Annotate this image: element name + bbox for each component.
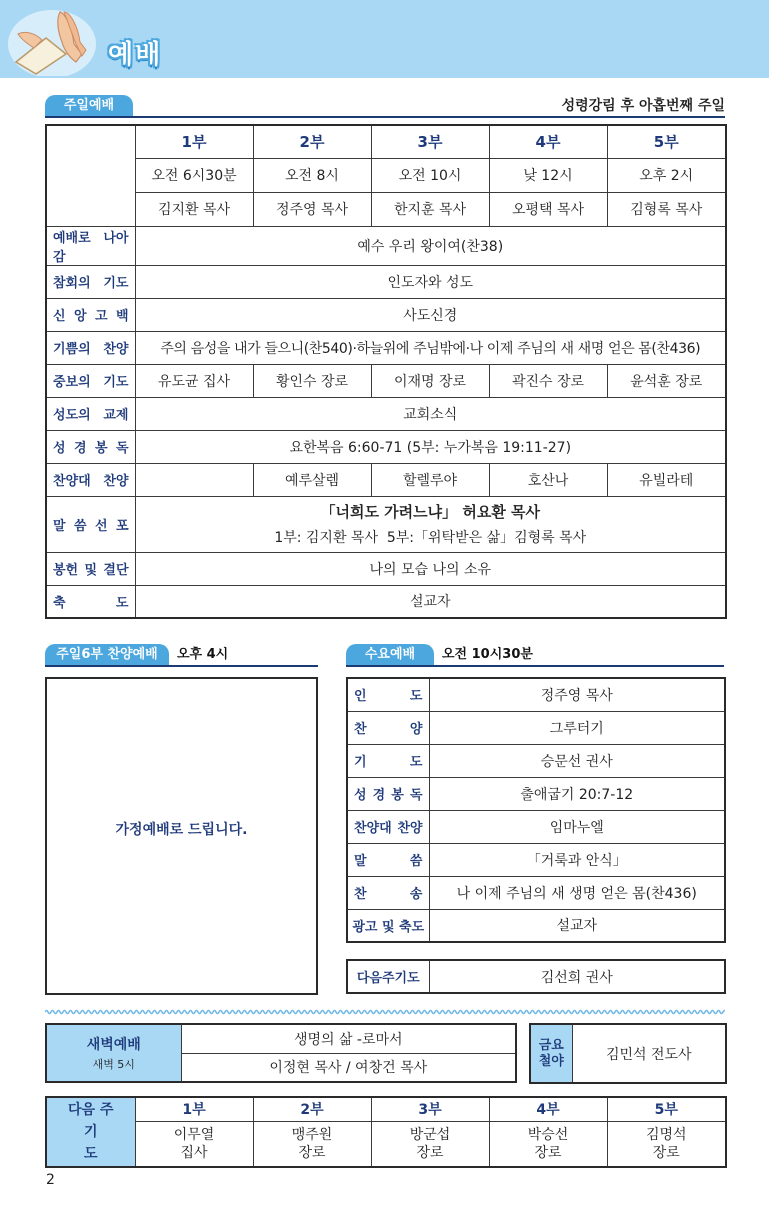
choir-song: 유빌라테 [607, 463, 726, 496]
row-label: 기 도 [347, 744, 429, 777]
service-time: 낮 12시 [489, 158, 607, 192]
row-value: 출애굽기 20:7-12 [429, 777, 725, 810]
row-value: 그루터기 [429, 711, 725, 744]
fellowship-value: 교회소식 [135, 397, 726, 430]
prayer-part-header: 4부 [489, 1097, 607, 1121]
row-value: 승문선 권사 [429, 744, 725, 777]
part-header: 2부 [253, 125, 371, 158]
row-label: 예배로 나아감 [46, 226, 135, 265]
wednesday-service-time: 오전 10시30분 [442, 647, 533, 662]
dawn-service-time: 새벽 5시 [92, 1058, 135, 1071]
row-label: 찬양대 찬양 [46, 463, 135, 496]
prayer-person-name: 김명석 [645, 1126, 687, 1143]
next-week-prayer-table [45, 1096, 727, 1168]
row-value: 정주영 목사 [429, 678, 725, 711]
service-time: 오전 8시 [253, 158, 371, 192]
row-label: 찬 송 [347, 876, 429, 909]
next-prayer-value: 김선희 권사 [429, 960, 725, 993]
row-label: 축 도 [46, 585, 135, 618]
friday-service-title-text: 금요철야 [538, 1037, 564, 1069]
page-number: 2 [46, 1172, 55, 1188]
family-worship-notice: 가정예배로 드립니다. [115, 822, 248, 838]
row-label: 말 씀 [347, 843, 429, 876]
service-time: 오후 2시 [607, 158, 726, 192]
row-value: 설교자 [429, 909, 725, 942]
dawn-service-pastors: 이정현 목사 / 여창건 목사 [181, 1053, 516, 1082]
call-to-worship-value: 예수 우리 왕이여(찬38) [135, 226, 726, 265]
dawn-service-title: 새벽예배 [86, 1037, 141, 1053]
prayer-person-name: 박승선 [527, 1126, 569, 1143]
row-label: 말 씀 선 포 [46, 496, 135, 552]
choir-song [135, 463, 253, 496]
evening-service-box [45, 677, 318, 995]
prayer-person-role: 장로 [416, 1144, 444, 1161]
prayer-part-header: 2부 [253, 1097, 371, 1121]
friday-service-leader: 김민석 전도사 [572, 1024, 726, 1083]
offering-value: 나의 모습 나의 소유 [135, 552, 726, 585]
intercessor: 황인수 장로 [253, 364, 371, 397]
prayer-person-name: 맹주원 [291, 1126, 333, 1143]
prayer-person [371, 1121, 489, 1167]
row-value: 임마누엘 [429, 810, 725, 843]
next-prayer-label: 다음주기도 [347, 960, 429, 993]
row-value: 나 이제 주님의 새 생명 얻은 몸(찬436) [429, 876, 725, 909]
repentance-value: 인도자와 성도 [135, 265, 726, 298]
wednesday-service-tab: 수요예배 [346, 644, 434, 665]
section-rule [346, 665, 724, 667]
row-label: 기쁨의 찬양 [46, 331, 135, 364]
dawn-service-text: 생명의 삶 -로마서 [181, 1024, 516, 1053]
liturgical-week-title: 성령강림 후 아홉번째 주일 [561, 98, 725, 114]
wednesday-order-table [346, 677, 726, 943]
intercessor: 이재명 장로 [371, 364, 489, 397]
evening-service-tab: 주일6부 찬양예배 [45, 644, 169, 665]
part-header: 5부 [607, 125, 726, 158]
prayer-person [135, 1121, 253, 1167]
prayer-part-header: 5부 [607, 1097, 726, 1121]
part-header: 4부 [489, 125, 607, 158]
intercessor: 유도균 집사 [135, 364, 253, 397]
page-title: 예배 [108, 40, 163, 70]
row-label: 인 도 [347, 678, 429, 711]
choir-song: 예루살렘 [253, 463, 371, 496]
row-label: 성 경 봉 독 [347, 777, 429, 810]
next-week-prayer-label-line1: 다음 주 [68, 1102, 114, 1118]
section-rule [45, 116, 725, 118]
row-label: 참회의 기도 [46, 265, 135, 298]
prayer-part-header: 1부 [135, 1097, 253, 1121]
prayer-person [253, 1121, 371, 1167]
prayer-person [489, 1121, 607, 1167]
service-pastor: 김형록 목사 [607, 192, 726, 226]
scripture-value: 요한복음 6:60-71 (5부: 누가복음 19:11-27) [135, 430, 726, 463]
prayer-person-role: 장로 [534, 1144, 562, 1161]
header-banner [0, 0, 769, 78]
prayer-person [607, 1121, 726, 1167]
praise-value: 주의 음성을 내가 들으니(찬540)·하늘위에 주님밖에·나 이제 주님의 새 새명 얻은 몸(찬436) [135, 331, 726, 364]
wednesday-next-prayer-table [346, 959, 726, 994]
section-rule [45, 665, 318, 667]
dawn-service-table [45, 1023, 517, 1083]
next-week-prayer-label [46, 1097, 135, 1167]
service-pastor: 김지환 목사 [135, 192, 253, 226]
prayer-person-role: 장로 [298, 1144, 326, 1161]
sermon-other-services: 1부: 김지환 목사 5부:「위탁받은 삶」김형록 목사 [274, 530, 587, 546]
next-week-prayer-label-line2: 기 도 [83, 1124, 112, 1162]
friday-service-table [529, 1023, 727, 1084]
sermon-cell [135, 496, 726, 552]
row-value: 「거룩과 안식」 [429, 843, 725, 876]
corner-cell [46, 125, 135, 226]
part-header: 1부 [135, 125, 253, 158]
service-pastor: 오평택 목사 [489, 192, 607, 226]
row-label: 신 앙 고 백 [46, 298, 135, 331]
praying-hands-bible-icon [6, 4, 98, 76]
row-label: 광고 및 축도 [347, 909, 429, 942]
row-label: 봉헌 및 결단 [46, 552, 135, 585]
intercessor: 곽진수 장로 [489, 364, 607, 397]
prayer-person-name: 이무열 [173, 1126, 215, 1143]
sunday-service-tab: 주일예배 [45, 95, 133, 116]
evening-service-time: 오후 4시 [177, 647, 229, 662]
service-pastor: 한지훈 목사 [371, 192, 489, 226]
creed-value: 사도신경 [135, 298, 726, 331]
row-label: 찬 양 [347, 711, 429, 744]
prayer-part-header: 3부 [371, 1097, 489, 1121]
row-label: 중보의 기도 [46, 364, 135, 397]
service-time: 오전 10시 [371, 158, 489, 192]
wavy-divider [45, 1008, 725, 1016]
row-label: 찬양대 찬양 [347, 810, 429, 843]
sunday-order-table [45, 124, 727, 619]
prayer-person-role: 장로 [652, 1144, 680, 1161]
prayer-person-role: 집사 [180, 1144, 208, 1161]
row-label: 성도의 교제 [46, 397, 135, 430]
prayer-person-name: 방군섭 [409, 1126, 451, 1143]
row-label: 성 경 봉 독 [46, 430, 135, 463]
service-time: 오전 6시30분 [135, 158, 253, 192]
service-pastor: 정주영 목사 [253, 192, 371, 226]
dawn-service-header [46, 1024, 181, 1082]
choir-song: 할렐루야 [371, 463, 489, 496]
sermon-title: 「너희도 가려느냐」 허요환 목사 [320, 503, 541, 521]
part-header: 3부 [371, 125, 489, 158]
friday-service-title [530, 1024, 572, 1083]
choir-song: 호산나 [489, 463, 607, 496]
intercessor: 윤석훈 장로 [607, 364, 726, 397]
benediction-value: 설교자 [135, 585, 726, 618]
